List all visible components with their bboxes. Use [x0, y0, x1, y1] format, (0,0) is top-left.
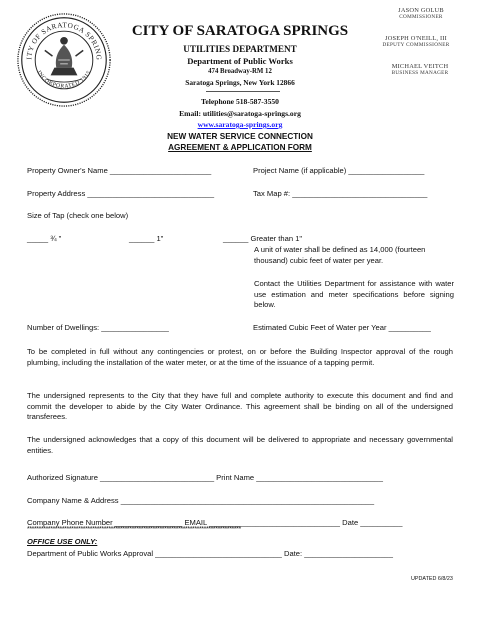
staff-title: DEPUTY COMMISSIONER — [382, 42, 450, 48]
owner-name-field[interactable]: Property Owner's Name ________________________ — [27, 166, 212, 175]
authority-paragraph: The undersigned represents to the City that they have full and complete authority to execute this document and find and commit the developer to abide by the City Water Ordinance. This agreement shall be binding on all of the undersigned transferees. — [27, 391, 453, 421]
staff-title: COMMISSIONER — [399, 14, 443, 20]
dwellings-field[interactable]: Number of Dwellings: ________________ — [27, 323, 169, 332]
seal-top-text: ITY OF SARATOGA SPRING — [25, 21, 103, 61]
acknowledgment-paragraph: The undersigned acknowledges that a copy of this document will be delivered to appropriate and necessary governmental entities. — [27, 435, 453, 455]
project-name-field[interactable]: Project Name (if applicable) __________________ — [253, 166, 425, 175]
phone: Telephone 518-587-3550 — [201, 97, 279, 106]
tap-greater-checkbox[interactable]: ______ Greater than 1" — [223, 234, 303, 243]
property-address-field[interactable]: Property Address ______________________________ — [27, 189, 215, 198]
contact-note: Contact the Utilities Department for assistance with water use estimation and meter specifications before signing below. — [254, 279, 454, 309]
form-title-line-1: NEW WATER SERVICE CONNECTION — [167, 132, 313, 141]
completion-paragraph: To be completed in full without any contingencies or protest, on or before the Building Inspector approval of the rough plumbing, including the installation of the water meter, or at the time of the issuance of a tapping permit. — [27, 347, 453, 367]
authorized-signature-field[interactable]: Authorized Signature ___________________________ Print Name ______________________________ — [27, 473, 383, 482]
form-title-line-2: AGREEMENT & APPLICATION FORM — [168, 143, 312, 152]
staff-deputy-commissioner — [376, 35, 456, 48]
staff-name: JASON GOLUB — [398, 7, 444, 14]
dpw-approval-field[interactable]: Department of Public Works Approval ______________________________ Date: _____________________ — [27, 549, 393, 558]
staff-commissioner — [386, 7, 456, 20]
header-rule — [206, 91, 280, 92]
staff-name: JOSEPH O'NEILL, III — [385, 35, 447, 42]
star-divider: ******************************************************************************************** — [27, 526, 241, 533]
address-line-1: 474 Broadway-RM 12 — [208, 68, 272, 75]
address-line-2: Saratoga Springs, New York 12866 — [185, 78, 295, 87]
city-name: CITY OF SARATOGA SPRINGS — [131, 23, 349, 39]
subdepartment-name: Department of Public Works — [187, 56, 293, 66]
updated-date: UPDATED 6/8/23 — [411, 576, 453, 582]
company-name-address-field[interactable]: Company Name & Address ____________________________________________________________ — [27, 496, 375, 505]
staff-name: MICHAEL VEITCH — [391, 63, 449, 70]
tax-map-field[interactable]: Tax Map #: ________________________________ — [253, 189, 428, 198]
tap-one-inch-checkbox[interactable]: ______ 1" — [129, 234, 164, 243]
unit-definition: A unit of water shall be defined as 14,000 (fourteen thousand) cubic feet of water per year. — [254, 245, 426, 265]
tap-three-quarter-checkbox[interactable]: _____ ¾ " — [27, 234, 62, 243]
website-link[interactable]: www.saratoga-springs.org — [197, 120, 283, 129]
email: Email: utilities@saratoga-springs.org — [179, 109, 301, 118]
seal-bottom-text: INCORPORATED 1915 — [35, 69, 93, 90]
staff-business-manager — [384, 63, 456, 76]
department-name: UTILITIES DEPARTMENT — [183, 44, 297, 54]
company-phone-email-date-field[interactable]: Company Phone Number ________________ EMAIL _______________________________ Date __________ — [27, 518, 403, 527]
tap-size-label: Size of Tap (check one below) — [27, 211, 129, 220]
office-use-heading: OFFICE USE ONLY: — [27, 537, 98, 546]
cubic-feet-field[interactable]: Estimated Cubic Feet of Water per Year __________ — [253, 323, 431, 332]
staff-title: BUSINESS MANAGER — [391, 70, 449, 76]
